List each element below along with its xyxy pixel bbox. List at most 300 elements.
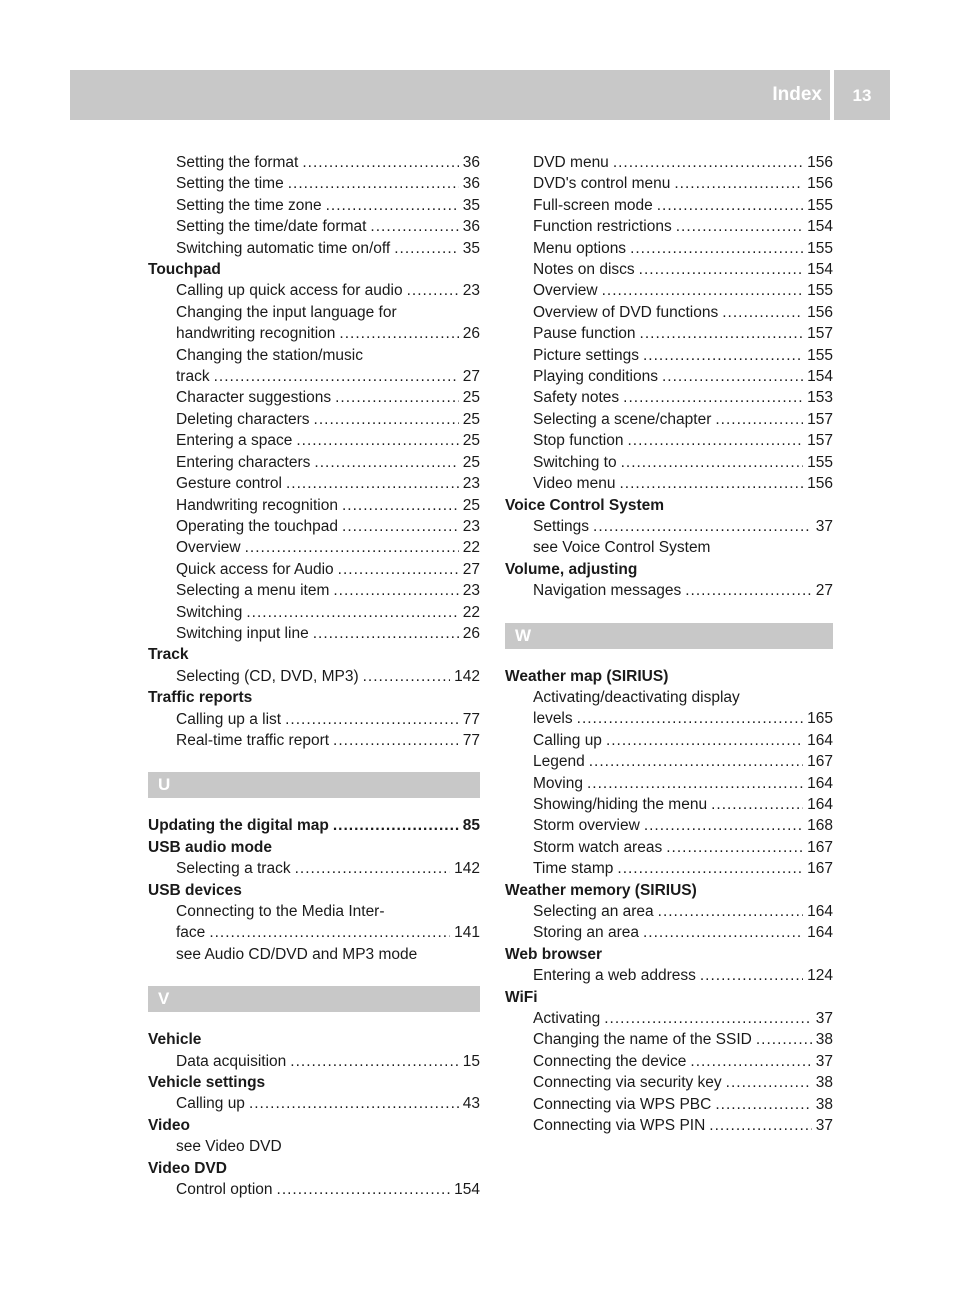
index-heading [148,259,480,280]
entry-text: Calling up a list [176,710,282,728]
page-reference[interactable]: 37 [815,517,833,535]
index-subentry [148,709,480,730]
entry-text: Video DVD [148,1159,227,1177]
entry-text: see Voice Control System [533,539,711,557]
entry-text: Web browser [505,945,603,963]
page-reference[interactable]: 155 [807,239,833,257]
leader-dots [333,580,458,601]
index-heading [505,495,833,516]
leader-dots [621,452,804,473]
page-reference[interactable]: 153 [807,389,833,407]
entry-text: Storm watch areas [533,838,663,856]
index-subentry [505,516,833,537]
page-reference[interactable]: 26 [462,624,480,642]
page-reference[interactable]: 23 [462,282,480,300]
index-heading [148,644,480,665]
entry-text: Track [148,646,189,664]
index-subentry [505,280,833,301]
leader-dots [333,815,459,836]
leader-dots [314,409,459,430]
index-subentry [505,1029,833,1050]
entry-text: Entering a space [176,432,293,450]
entry-text: Selecting an area [533,903,654,920]
entry-text: Switching [176,603,243,621]
page-reference[interactable]: 154 [807,261,833,279]
index-subentry [505,366,833,387]
leader-dots [685,580,812,601]
page-reference[interactable]: 22 [462,603,480,621]
leader-dots [342,516,459,537]
entry-text: face [176,924,206,942]
index-subentry [148,559,480,580]
entry-text: Control option [176,1181,273,1199]
index-subentry [505,730,833,751]
page-reference[interactable]: 25 [462,496,480,514]
index-subentry [148,1179,480,1200]
leader-dots [700,965,803,986]
page-reference[interactable]: 25 [462,453,480,471]
index-subentry [505,302,833,323]
entry-text: Switching to [533,453,617,471]
entry-text: Volume, adjusting [505,560,638,578]
index-subentry [505,537,833,558]
page-reference[interactable]: 77 [462,710,480,728]
leader-dots [326,195,459,216]
index-subentry [505,1008,833,1029]
entry-text: Pause function [533,325,636,343]
page-reference[interactable]: 35 [462,196,480,214]
index-subentry [148,901,480,922]
entry-text: Full-screen mode [533,196,653,214]
entry-text: Settings [533,517,590,535]
leader-dots [602,280,804,301]
leader-dots [214,366,459,387]
index-subentry [148,1136,480,1157]
page-reference[interactable]: 156 [807,154,833,171]
index-subentry [505,1072,833,1093]
leader-dots [290,1051,458,1072]
page-reference[interactable]: 155 [807,453,833,471]
index-subentry [148,302,480,323]
page-reference[interactable]: 25 [462,389,480,407]
leader-dots [302,152,458,173]
leader-dots [674,173,803,194]
entry-text: Gesture control [176,475,282,493]
index-heading [505,559,833,580]
leader-dots [715,409,803,430]
page-reference[interactable]: 27 [462,560,480,578]
page-reference[interactable]: 124 [807,967,833,985]
page-number: 13 [852,86,872,105]
entry-text: Selecting a track [176,860,291,878]
index-heading [148,1115,480,1136]
leader-dots [285,709,459,730]
leader-dots [333,730,459,751]
leader-dots [296,430,458,451]
entry-text: Activating/deactivating display [533,688,740,706]
entry-text: Storm overview [533,817,640,835]
index-subentry [505,259,833,280]
leader-dots [313,623,459,644]
entry-text: Moving [533,774,583,792]
entry-text: Overview [533,282,598,300]
leader-dots [639,259,803,280]
leader-dots [619,473,803,494]
index-subentry [148,452,480,473]
index-subentry [148,1051,480,1072]
entry-text: Entering a web address [533,967,696,985]
index-heading [505,987,833,1008]
leader-dots [370,216,458,237]
leader-dots [286,473,459,494]
index-subentry [148,195,480,216]
page-reference[interactable]: 15 [462,1052,480,1070]
leader-dots [342,495,459,516]
index-subentry [148,473,480,494]
page-reference[interactable]: 167 [807,860,833,878]
page-reference[interactable]: 36 [462,154,480,171]
leader-dots [662,366,803,387]
entry-text: Navigation messages [533,582,682,600]
page-reference[interactable]: 142 [454,667,480,685]
page-reference[interactable]: 25 [462,432,480,450]
page-reference[interactable]: 25 [462,410,480,428]
entry-text: Calling up [533,731,602,749]
leader-dots [593,516,812,537]
page-reference[interactable]: 154 [454,1181,480,1199]
entry-text: Video [148,1116,190,1134]
entry-text: Traffic reports [148,689,253,707]
leader-dots [339,323,458,344]
index-subentry [505,687,833,708]
page-reference[interactable]: 38 [815,1031,833,1049]
leader-dots [314,452,458,473]
index-heading [505,880,833,901]
index-heading [505,666,833,687]
entry-text: Voice Control System [505,496,665,514]
index-subentry [148,580,480,601]
leader-dots [666,837,803,858]
entry-text: Updating the digital map [148,817,329,835]
entry-text: Setting the format [176,154,299,171]
section-letter-bar: U [148,772,480,798]
entry-text: Time stamp [533,860,614,878]
leader-dots [643,345,803,366]
page-reference[interactable]: 37 [815,1010,833,1028]
index-subentry [505,751,833,772]
page-reference[interactable]: 156 [807,303,833,321]
index-column-left [148,152,480,1200]
page-reference[interactable]: 36 [462,175,480,193]
entry-text: DVD menu [533,154,609,171]
index-subentry [505,580,833,601]
entry-text: Weather memory (SIRIUS) [505,881,697,899]
leader-dots [709,1115,811,1136]
entry-text: Connecting via WPS PBC [533,1095,712,1113]
page-reference[interactable]: 156 [807,175,833,193]
index-subentry [148,1093,480,1114]
entry-text: Switching automatic time on/off [176,239,391,257]
entry-text: Operating the touchpad [176,517,339,535]
leader-dots [726,1072,812,1093]
entry-text: see Video DVD [176,1138,282,1156]
entry-text: Showing/hiding the menu [533,795,708,813]
entry-text: Selecting a scene/chapter [533,410,712,428]
entry-text: USB audio mode [148,838,273,856]
entry-text: Character suggestions [176,389,332,407]
leader-dots [676,216,803,237]
page-reference[interactable]: 165 [807,710,833,728]
index-subentry [505,815,833,836]
entry-text: Selecting (CD, DVD, MP3) [176,667,359,685]
leader-dots [209,922,450,943]
index-subentry [148,280,480,301]
leader-dots [658,901,803,922]
entry-text: USB devices [148,881,242,899]
entry-text: Changing the station/music [176,346,363,364]
page-reference[interactable]: 155 [807,346,833,364]
index-subentry [148,216,480,237]
entry-text: Legend [533,753,585,771]
page-reference[interactable]: 164 [807,731,833,749]
entry-text: Menu options [533,239,627,257]
leader-dots [295,858,451,879]
index-subentry [505,195,833,216]
leader-dots [288,173,459,194]
entry-text: Video menu [533,475,616,493]
index-subentry [148,858,480,879]
entry-text: Deleting characters [176,410,310,428]
index-heading [148,1029,480,1050]
index-subentry [148,922,480,943]
page-reference[interactable]: 154 [807,368,833,386]
index-subentry [505,452,833,473]
leader-dots [630,238,803,259]
leader-dots [587,773,803,794]
index-subentry [505,216,833,237]
index-subentry [148,537,480,558]
entry-text: handwriting recognition [176,325,336,343]
entry-text: Weather map (SIRIUS) [505,667,669,685]
leader-dots [613,152,803,173]
leader-dots [756,1029,812,1050]
entry-text: Changing the input language for [176,303,397,321]
entry-text: Calling up quick access for audio [176,282,403,300]
entry-text: Connecting the device [533,1052,687,1070]
page-reference[interactable]: 157 [807,410,833,428]
index-heading [148,1072,480,1093]
page-reference[interactable]: 164 [807,924,833,942]
leader-dots [335,387,459,408]
entry-text: Quick access for Audio [176,560,334,578]
index-subentry [505,837,833,858]
page-reference[interactable]: 155 [807,282,833,300]
page-reference[interactable]: 27 [815,582,833,600]
page-reference[interactable]: 35 [462,239,480,257]
page-reference[interactable]: 23 [462,582,480,600]
page-reference[interactable]: 38 [815,1074,833,1092]
index-subentry [148,366,480,387]
index-subentry [505,238,833,259]
page-reference[interactable]: 85 [462,817,480,835]
index-subentry [505,409,833,430]
leader-dots [394,238,459,259]
entry-text: Vehicle settings [148,1074,266,1092]
entry-text: Safety notes [533,389,620,407]
index-subentry [505,387,833,408]
page-reference[interactable]: 37 [815,1052,833,1070]
page-reference[interactable]: 157 [807,325,833,343]
index-subentry [148,238,480,259]
index-subentry [148,173,480,194]
index-subentry [505,1051,833,1072]
entry-text: Function restrictions [533,218,672,236]
leader-dots [643,922,803,943]
entry-text: Selecting a menu item [176,582,330,600]
entry-text: Connecting via security key [533,1074,722,1092]
leader-dots [363,666,451,687]
entry-text: see Audio CD/DVD and MP3 mode [176,945,418,963]
entry-text: Data acquisition [176,1052,287,1070]
entry-text: Setting the time [176,175,284,193]
index-subentry [148,323,480,344]
leader-dots [623,387,803,408]
page-reference[interactable]: 141 [454,924,480,942]
leader-dots [277,1179,451,1200]
leader-dots [715,1094,811,1115]
page-reference[interactable]: 157 [807,432,833,450]
index-heading [505,944,833,965]
index-subentry [148,345,480,366]
index-subentry [505,1094,833,1115]
index-subentry [505,708,833,729]
page-reference[interactable]: 164 [807,903,833,920]
index-subentry [505,173,833,194]
index-subentry [505,345,833,366]
entry-text: Handwriting recognition [176,496,338,514]
section-title: Index [772,84,822,105]
leader-dots [245,537,459,558]
index-subentry [505,901,833,922]
page-reference[interactable]: 27 [462,368,480,386]
index-subentry [148,730,480,751]
index-subentry [148,944,480,965]
entry-text: Overview [176,539,241,557]
leader-dots [606,730,803,751]
section-letter-bar: V [148,986,480,1012]
index-subentry [505,922,833,943]
page-reference[interactable]: 156 [807,475,833,493]
index-subentry [148,387,480,408]
entry-text: Entering characters [176,453,311,471]
index-heading [148,815,480,836]
page-reference[interactable]: 142 [454,860,480,878]
page-reference[interactable]: 164 [807,774,833,792]
index-subentry [505,152,833,173]
page-reference[interactable]: 43 [462,1095,480,1113]
entry-text: Notes on discs [533,261,635,279]
entry-text: Touchpad [148,261,221,279]
entry-text: Stop function [533,432,624,450]
index-subentry [148,495,480,516]
index-subentry [505,773,833,794]
entry-text: Overview of DVD functions [533,303,719,321]
entry-text: Playing conditions [533,368,658,386]
page-reference[interactable]: 168 [807,817,833,835]
page-reference[interactable]: 23 [462,475,480,493]
index-subentry [148,430,480,451]
page-reference[interactable]: 26 [462,325,480,343]
entry-text: WiFi [505,988,538,1006]
leader-dots [338,559,459,580]
entry-text: Setting the time zone [176,196,322,214]
page-reference[interactable]: 37 [815,1117,833,1135]
page-reference[interactable]: 167 [807,838,833,856]
index-subentry [148,666,480,687]
page-reference[interactable]: 36 [462,218,480,236]
header-divider [830,70,834,120]
entry-text: levels [533,710,573,728]
entry-text: Switching input line [176,624,309,642]
page-reference[interactable]: 155 [807,196,833,214]
leader-dots [640,323,804,344]
section-letter-bar: W [505,623,833,649]
leader-dots [657,195,803,216]
leader-dots [722,302,803,323]
index-subentry [505,858,833,879]
entry-text: Setting the time/date format [176,218,367,236]
leader-dots [246,602,458,623]
entry-text: Storing an area [533,924,639,942]
page-reference[interactable]: 154 [807,218,833,236]
index-subentry [505,1115,833,1136]
leader-dots [589,751,803,772]
index-heading [148,1158,480,1179]
index-subentry [505,965,833,986]
entry-text: DVD's control menu [533,175,671,193]
index-subentry [148,623,480,644]
page-reference[interactable]: 38 [815,1095,833,1113]
leader-dots [690,1051,811,1072]
page-reference[interactable]: 164 [807,795,833,813]
leader-dots [617,858,803,879]
index-subentry [505,794,833,815]
leader-dots [577,708,803,729]
leader-dots [604,1008,812,1029]
index-subentry [148,516,480,537]
index-column-right [505,152,833,1136]
entry-text: Vehicle [148,1031,202,1049]
index-subentry [505,430,833,451]
leader-dots [627,430,803,451]
entry-text: Activating [533,1010,601,1028]
page-reference[interactable]: 22 [462,539,480,557]
page-reference[interactable]: 23 [462,517,480,535]
index-subentry [148,152,480,173]
leader-dots [407,280,459,301]
index-heading [148,837,480,858]
entry-text: Picture settings [533,346,639,364]
index-subentry [505,323,833,344]
index-subentry [505,473,833,494]
page-reference[interactable]: 77 [462,731,480,749]
page-reference[interactable]: 167 [807,753,833,771]
entry-text: Changing the name of the SSID [533,1031,752,1049]
leader-dots [644,815,803,836]
leader-dots [711,794,803,815]
index-subentry [148,602,480,623]
entry-text: Real-time traffic report [176,731,330,749]
